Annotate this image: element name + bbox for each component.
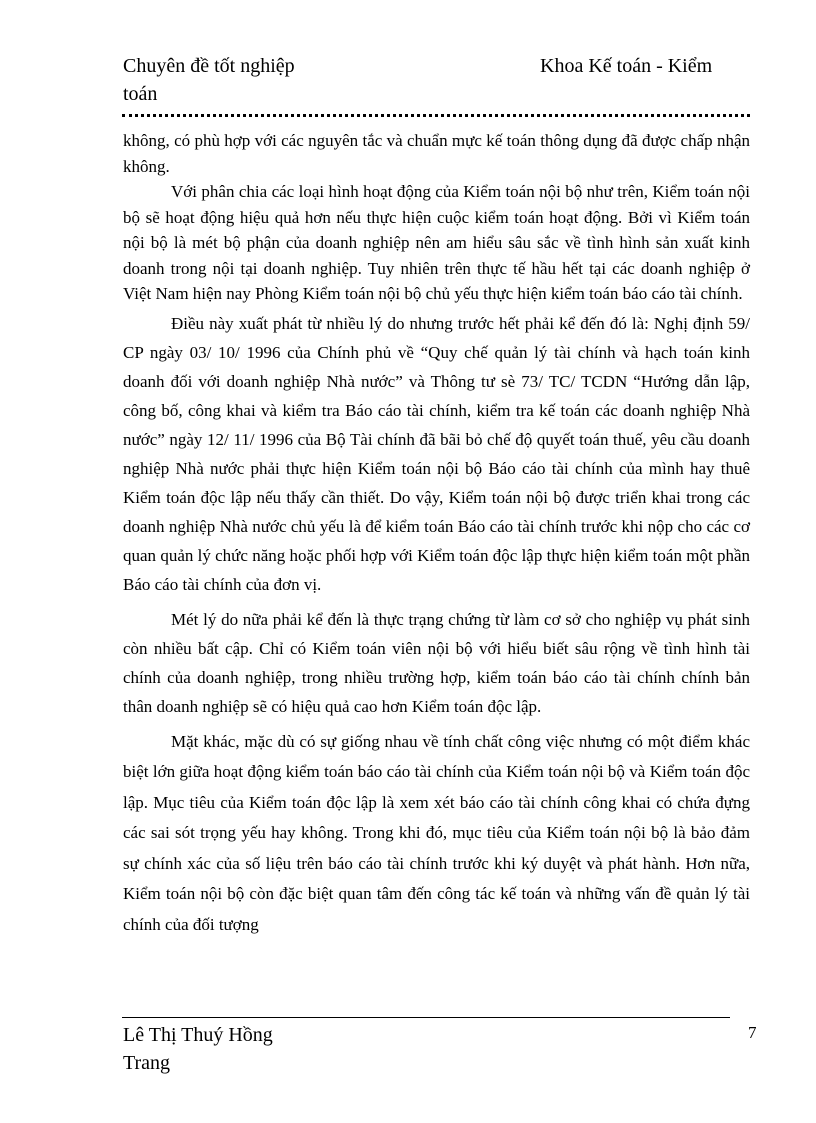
footer-author — [123, 1021, 273, 1077]
header-title-line1: Chuyên đề tốt nghiệp — [123, 55, 295, 77]
page-number: 7 — [748, 1023, 757, 1042]
paragraph-2: Với phân chia các loại hình hoạt động của Kiểm toán nội bộ như trên, Kiểm toán nội bộ sẽ hoạt động hiệu quả hơn nếu thực hiện cuộc kiểm toán hoạt động. Bởi vì Kiểm toán nội bộ là mét bộ phận của doanh nghiệp nên am hiểu sâu sắc về tình hình sản xuất kinh doanh trong nội tại doanh nghiệp. Tuy nhiên trên thực tế hầu hết tại các doanh nghiệp ở Việt Nam hiện nay Phòng Kiểm toán nội bộ chủ yếu thực hiện kiểm toán báo cáo tài chính. — [123, 182, 750, 303]
footer-author-line2: Trang — [123, 1052, 171, 1074]
paragraph-5: Mặt khác, mặc dù có sự giống nhau về tính chất công việc nhưng có một điểm khác biệt lớn giữa hoạt động kiểm toán báo cáo tài chính của Kiểm toán nội bộ và Kiểm toán độc lập. Mục tiêu của Kiểm toán độc lập là xem xét báo cáo tài chính công khai có chứa đựng các sai sót trọng yếu hay không. Trong khi đó, mục tiêu của Kiểm toán nội bộ là bảo đảm sự chính xác của số liệu trên báo cáo tài chính trước khi ký duyệt và phát hành. Hơn nữa, Kiểm toán nội bộ còn đặc biệt quan tâm đến công tác kế toán và những vấn đề quản lý tài chính của đối tượng — [123, 731, 750, 934]
header-department: Khoa Kế toán - Kiểm — [540, 55, 713, 77]
header-divider — [122, 114, 750, 117]
header-left — [123, 52, 353, 108]
footer-divider — [122, 1017, 730, 1018]
paragraph-3: Điều này xuất phát từ nhiều lý do nhưng trước hết phải kể đến đó là: Nghị định 59/ CP ngày 03/ 10/ 1996 của Chính phủ về “Quy chế quản lý tài chính và hạch toán kinh doanh đối với doanh nghiệp Nhà nước” và Thông tư sè 73/ TC/ TCDN “Hướng dẫn lập, công bố, công khai và kiểm tra Báo cáo tài chính, kiểm tra kế toán các doanh nghiệp Nhà nước” ngày 12/ 11/ 1996 của Bộ Tài chính đã bãi bỏ chế độ quyết toán thuế, yêu cầu doanh nghiệp Nhà nước phải thực hiện Kiểm toán nội bộ Báo cáo tài chính của mình hay thuê Kiểm toán độc lập nếu thấy cần thiết. Do vậy, Kiểm toán nội bộ được triển khai trong các doanh nghiệp Nhà nước chủ yếu là để kiểm toán Báo cáo tài chính trước khi nộp cho các cơ quan quản lý chức năng hoặc phối hợp với Kiểm toán độc lập thực hiện kiểm toán một phần Báo cáo tài chính của đơn vị. — [123, 313, 750, 594]
header-title-line2: toán — [123, 83, 158, 105]
footer-author-line1: Lê Thị Thuý Hồng — [123, 1024, 273, 1046]
paragraph-1: không, có phù hợp với các nguyên tắc và chuẩn mực kế toán thông dụng đã được chấp nhận không. — [123, 131, 750, 176]
body-text — [123, 128, 750, 940]
paragraph-4: Mét lý do nữa phải kể đến là thực trạng chứng từ làm cơ sở cho nghiệp vụ phát sinh còn nhiều bất cập. Chỉ có Kiểm toán viên nội bộ với hiểu biết sâu rộng về tình hình tài chính của doanh nghiệp, trong nhiều trường hợp, kiểm toán báo cáo tài chính chính bản thân doanh nghiệp sẽ có hiệu quả cao hơn Kiểm toán độc lập. — [123, 609, 750, 716]
